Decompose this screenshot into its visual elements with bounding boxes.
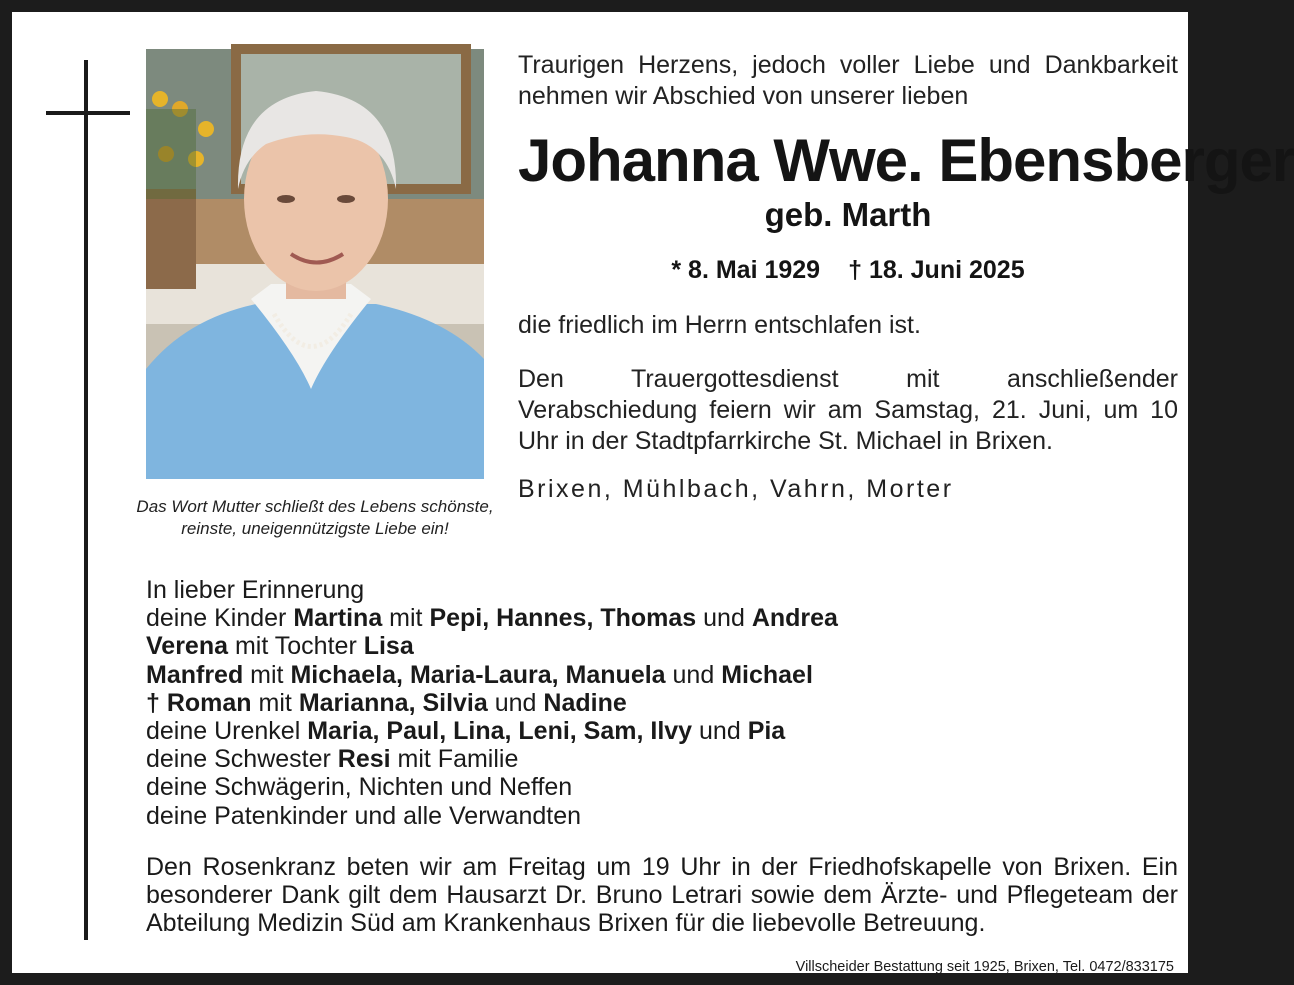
family-line-verena <box>146 632 1176 660</box>
family-text: deine Urenkel <box>146 717 308 746</box>
photo-caption: Das Wort Mutter schließt des Lebens schönste, reinste, uneigennützigste Liebe ein! <box>136 497 494 538</box>
family-name: Nadine <box>543 688 627 717</box>
service-text: Den Trauergottesdienst mit anschließender Verabschiedung feiern wir am Samstag, 21. Juni, um 10 Uhr in der Stadtpfarrkirche St. Michael in Brixen. <box>518 365 1178 455</box>
family-text: deine Kinder <box>146 604 294 633</box>
family-text: mit <box>251 688 299 717</box>
family-text: mit <box>382 604 430 633</box>
portrait-illustration <box>146 49 484 479</box>
family-line-urenkel <box>146 717 1176 745</box>
birth-date: * 8. Mai 1929 <box>671 256 821 284</box>
family-name: Manfred <box>146 660 244 689</box>
family-name: Verena <box>146 632 229 661</box>
family-line-paten: deine Patenkinder und alle Verwandten <box>146 801 582 830</box>
family-name: Martina <box>293 604 383 633</box>
family-line-schwester <box>146 745 1176 773</box>
family-name: Lisa <box>363 632 414 661</box>
funeral-home-credit: Villscheider Bestattung seit 1925, Brixen, Tel. 0472/833175 <box>795 959 1174 975</box>
passing-text: die friedlich im Herrn entschlafen ist. <box>518 311 921 339</box>
family-line-kinder <box>146 604 1176 632</box>
cross-icon-vertical <box>84 60 88 940</box>
cross-icon-horizontal <box>46 111 130 115</box>
family-line-roman <box>146 689 1176 717</box>
family-text: und <box>665 660 722 689</box>
family-name: Michael <box>721 660 813 689</box>
family-list <box>146 576 1176 830</box>
family-text: mit Tochter <box>228 632 364 661</box>
closing-text: Den Rosenkranz beten wir am Freitag um 19 Uhr in der Friedhofskapelle von Brixen. Ein besonderer Dank gilt dem Hausarzt Dr. Bruno Letrari sowie dem Ärzte- und Pflegeteam der Abteilung Medizin Süd am Krankenhaus Brixen für die liebevolle Betreuung. <box>146 853 1178 937</box>
family-text: deine Schwester <box>146 745 338 774</box>
family-name: Resi <box>337 745 391 774</box>
deceased-name: Johanna Wwe. Ebensberger <box>518 127 1294 194</box>
family-text: und <box>696 604 752 633</box>
maiden-name: geb. Marth <box>764 196 932 233</box>
family-text: und <box>487 688 544 717</box>
family-name: Marianna, Silvia <box>298 688 488 717</box>
places-text: Brixen, Mühlbach, Vahrn, Morter <box>518 475 954 503</box>
family-text: mit <box>243 660 291 689</box>
family-text: und <box>692 717 748 746</box>
family-line-manfred <box>146 661 1176 689</box>
obituary-notice <box>12 12 1294 975</box>
family-name: Maria, Paul, Lina, Leni, Sam, Ilvy <box>307 717 693 746</box>
family-heading: In lieber Erinnerung <box>146 576 365 604</box>
family-text: mit Familie <box>390 745 519 774</box>
family-line-schwaegerin: deine Schwägerin, Nichten und Neffen <box>146 773 573 802</box>
family-name: Pia <box>747 717 786 746</box>
life-dates <box>518 255 1178 285</box>
family-name: † Roman <box>146 688 252 717</box>
family-name: Pepi, Hannes, Thomas <box>429 604 697 633</box>
intro-text: Traurigen Herzens, jedoch voller Liebe und Dankbarkeit nehmen wir Abschied von unserer lieben <box>518 51 1178 110</box>
portrait-photo <box>146 49 484 479</box>
death-date: † 18. Juni 2025 <box>848 256 1025 284</box>
family-name: Andrea <box>751 604 838 633</box>
family-name: Michaela, Maria-Laura, Manuela <box>290 660 666 689</box>
